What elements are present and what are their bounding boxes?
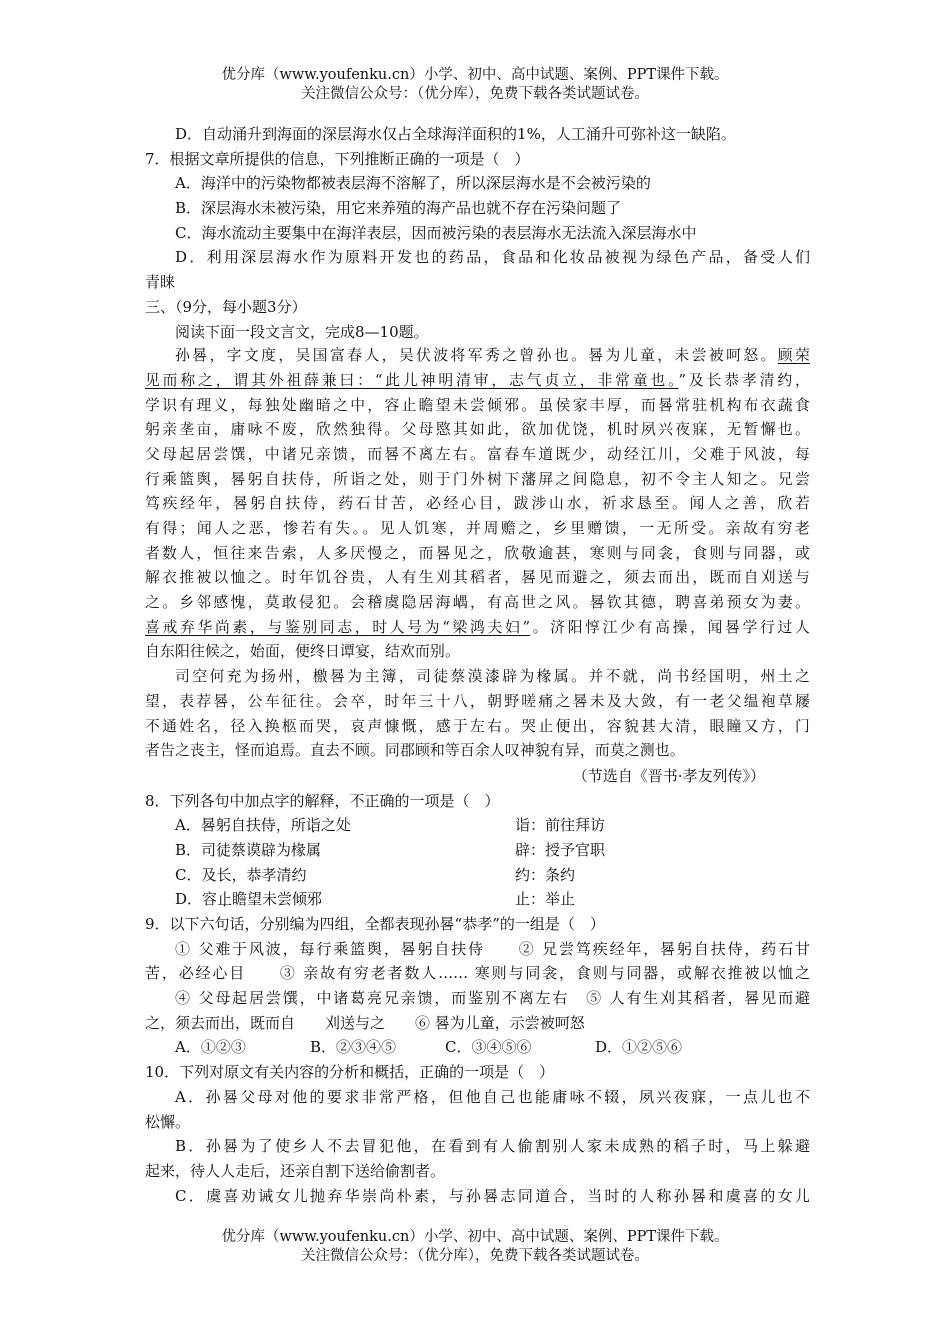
dotted-character: 诣 bbox=[305, 816, 321, 835]
page-header bbox=[0, 66, 950, 104]
q8-option-b bbox=[145, 838, 810, 863]
option-text: 之处 bbox=[320, 816, 351, 835]
q7-option-d-line2: 青睐 bbox=[145, 273, 176, 292]
passage-line: 解衣推被以恤之。时年饥谷贵，人有生刈其稻者，晷见而避之，须去而出，既而自刈送与 bbox=[145, 569, 810, 587]
footer-line-2: 关注微信公众号：（优分库），免费下载各类试题试卷。 bbox=[301, 1248, 649, 1264]
q8-option-a-sentence bbox=[145, 813, 515, 838]
q8-option-c-gloss: 约：条约 bbox=[515, 865, 576, 884]
q10-option-c-line1: C．虞喜劝诫女儿抛弃华崇尚朴素，与孙晷志同道合，当时的人称孙晷和虞喜的女儿 bbox=[175, 1186, 810, 1205]
passage-text: 孙晷，字文度，吴国富春人，吴伏波将军秀之曾孙也。晷为儿童，未尝被呵怒。 bbox=[175, 347, 778, 365]
passage-underlined-text: 顾荣 bbox=[777, 347, 810, 365]
q8-option-c-sentence bbox=[145, 863, 515, 888]
q10-option-b-line2: 起来，待人人走后，还亲自割下送给偷割者。 bbox=[145, 1161, 446, 1180]
passage-line: 不通姓名，径入换柩而哭，哀声慷慨，感于左右。哭止便出，容貌甚大清，眼瞳又方，门 bbox=[145, 717, 810, 735]
option-text: 瞻望未尝倾邪 bbox=[232, 890, 323, 909]
passage-line: 望，表荐晷，公车征往。会卒，时年三十八，朝野嗟痛之晷未及大敛，有一老父缊袍草屦 bbox=[145, 692, 810, 710]
q8-option-a-gloss: 诣：前往拜访 bbox=[515, 816, 606, 835]
dotted-character: 辟 bbox=[261, 840, 277, 859]
section-3-title: 三、（9分，每小题3分） bbox=[145, 297, 307, 316]
q9-choices bbox=[145, 1035, 810, 1060]
q7-stem: 7．根据文章所提供的信息，下列推断正确的一项是（ ） bbox=[145, 149, 530, 168]
q9-choice-b: B．②③④⑤ bbox=[310, 1038, 397, 1057]
q10-option-a-line2: 松懈。 bbox=[145, 1112, 191, 1131]
passage-line bbox=[145, 344, 810, 369]
passage-underlined-text: 见而称之，谓其外祖薛兼曰：“此儿神明清审，志气贞立，非常童也。 bbox=[145, 371, 679, 389]
option-text: A．晷躬自扶侍，所 bbox=[175, 816, 306, 835]
passage-underlined-text: 喜戒弃华尚素，与鉴别同志，时人号为“梁鸿夫妇” bbox=[145, 618, 531, 636]
exam-content bbox=[145, 122, 810, 1208]
q10-option-b-line1: B．孙晷为了使乡人不去冒犯他，在看到有人偷割别人家未成熟的稻子时，马上躲避 bbox=[175, 1137, 810, 1156]
footer-line-1: 优分库（www.youfenku.cn）小学、初中、高中试题、案例、PPT课件下载。 bbox=[221, 1229, 729, 1245]
passage-line: 笃疾经年，晷躬自扶侍，药石甘苦，必经心目，跋涉山水，祈求恳至。闻人之善，欣若 bbox=[145, 495, 810, 513]
header-line-1: 优分库（www.youfenku.cn）小学、初中、高中试题、案例、PPT课件下载。 bbox=[221, 67, 729, 83]
q8-option-d bbox=[145, 887, 810, 912]
option-text: B．司徒蔡谟 bbox=[175, 840, 262, 859]
dotted-character: 止 bbox=[217, 890, 233, 909]
q10-stem: 10．下列对原文有关内容的分析和概括，正确的一项是（ ） bbox=[145, 1063, 555, 1082]
passage-line bbox=[145, 369, 810, 394]
passage-text: ”及长恭孝清约， bbox=[678, 371, 810, 389]
q9-statements-line: 苦，必经心目 ③ 亲故有穷老者数人…… 寒则与同衾，食则与同器，或解衣推被以恤之 bbox=[145, 964, 810, 983]
q9-choice-c: C．③④⑤⑥ bbox=[445, 1038, 532, 1057]
passage-line: 之。乡邻感愧，莫敢侵犯。会稽虞隐居海嵎，有高世之风。晷钦其德，聘喜弟预女为妻。 bbox=[145, 594, 810, 612]
passage-line: 自东阳往候之，始面，便终日谭宴，结欢而别。 bbox=[145, 643, 460, 661]
q8-option-d-gloss: 止：举止 bbox=[515, 890, 576, 909]
page-footer bbox=[0, 1228, 950, 1266]
q7-option-b: B．深层海水未被污染，用它来养殖的海产品也就不存在污染问题了 bbox=[175, 199, 622, 218]
option-text: C．及长，恭孝清 bbox=[175, 865, 292, 884]
q9-statements-line: 之，须去而出，既而自 刈送与之 ⑥ 晷为儿童，示尝被呵怒 bbox=[145, 1013, 585, 1032]
q6-option-d: D．自动涌升到海面的深层海水仅占全球海洋面积的1%，人工涌升可弥补这一缺陷。 bbox=[175, 125, 736, 143]
q9-statements-line: ④ 父母起居尝馔，中诸葛亮兄亲馈，而鉴别不离左右 ⑤ 人有生刈其稻者，晷见而避 bbox=[175, 989, 810, 1008]
passage-source: （节选自《晋书·孝友列传》） bbox=[572, 766, 765, 785]
passage-line: 者告之丧主，怪而追焉。直去不顾。同郡顾和等百余人叹神貌有异，而莫之测也。 bbox=[145, 742, 685, 760]
dotted-character: 约 bbox=[291, 865, 307, 884]
q7-option-d-line1: D．利用深层海水作为原料开发也的药品，食品和化妆品被视为绿色产品，备受人们 bbox=[175, 248, 810, 267]
q8-stem: 8．下列各句中加点字的解释，不正确的一项是（ ） bbox=[145, 791, 500, 810]
option-text: 为椽属 bbox=[276, 840, 322, 859]
header-line-2: 关注微信公众号：（优分库），免费下载各类试题试卷。 bbox=[301, 86, 649, 102]
passage-line: 司空何充为扬州，檄晷为主簿，司徒蔡漠漆辟为椽属。并不就，尚书经国明，州土之 bbox=[175, 668, 810, 686]
section-3-instruction: 阅读下面一段文言文，完成8—10题。 bbox=[175, 322, 429, 341]
q8-option-a bbox=[145, 813, 810, 838]
passage-line bbox=[145, 616, 810, 641]
passage-line: 有得；闻人之恶，惨若有失。。见人饥寒，并周赡之，乡里赠馈，一无所受。亲故有穷老 bbox=[145, 520, 810, 537]
q7-option-a: A．海洋中的污染物都被表层海不溶解了，所以深层海水是不会被污染的 bbox=[175, 174, 651, 193]
passage-line: 行乘篮舆，晷躬自扶侍，所诣之处，则于门外树下藩屏之间隐息，初不令主人知之。兄尝 bbox=[145, 470, 810, 488]
q8-option-d-sentence bbox=[145, 887, 515, 912]
passage-text: 。济阳惇江少有高操，闻晷学行过人 bbox=[530, 618, 810, 636]
passage-line: 学识有理义，每独处幽暗之中，容止瞻望未尝倾邪。虽侯家丰厚，而晷常驻机构布衣蔬食 bbox=[145, 396, 810, 414]
q8-option-b-gloss: 辟：授予官职 bbox=[515, 840, 606, 859]
q9-stem: 9．以下六句话，分别编为四组，全都表现孙晷“恭孝”的一组是（ ） bbox=[145, 915, 605, 933]
q9-choice-d: D．①②⑤⑥ bbox=[595, 1038, 683, 1057]
q7-option-c: C．海水流动主要集中在海洋表层，因而被污染的表层海水无法流入深层海水中 bbox=[175, 223, 697, 242]
q8-option-c bbox=[145, 863, 810, 888]
q8-option-b-sentence bbox=[145, 838, 515, 863]
passage-line: 者数人，恒往来告索，人多厌慢之，而晷见之，欣敬逾甚，寒则与同衾，食则与同器，或 bbox=[145, 544, 810, 562]
q10-option-a-line1: A．孙晷父母对他的要求非常严格，但他自己也能庸咏不辍，夙兴夜寐，一点儿也不 bbox=[175, 1087, 810, 1106]
passage-line: 躬亲垄亩，庸咏不废，欣然独得。父母愍其如此，欲加优饶，机时夙兴夜寐，无暂懈也。 bbox=[145, 421, 810, 439]
passage-line: 父母起居尝馔，中诸兄亲馈，而晷不离左右。富春车道既少，动经江川，父难于风波，每 bbox=[145, 445, 810, 463]
q9-statements-line: ① 父难于风波，每行乘篮舆，晷躬自扶侍 ② 兄尝笃疾经年，晷躬自扶侍，药石甘 bbox=[175, 939, 810, 958]
option-text: D．容 bbox=[175, 890, 218, 909]
q9-choice-a: A．①②③ bbox=[175, 1038, 246, 1057]
